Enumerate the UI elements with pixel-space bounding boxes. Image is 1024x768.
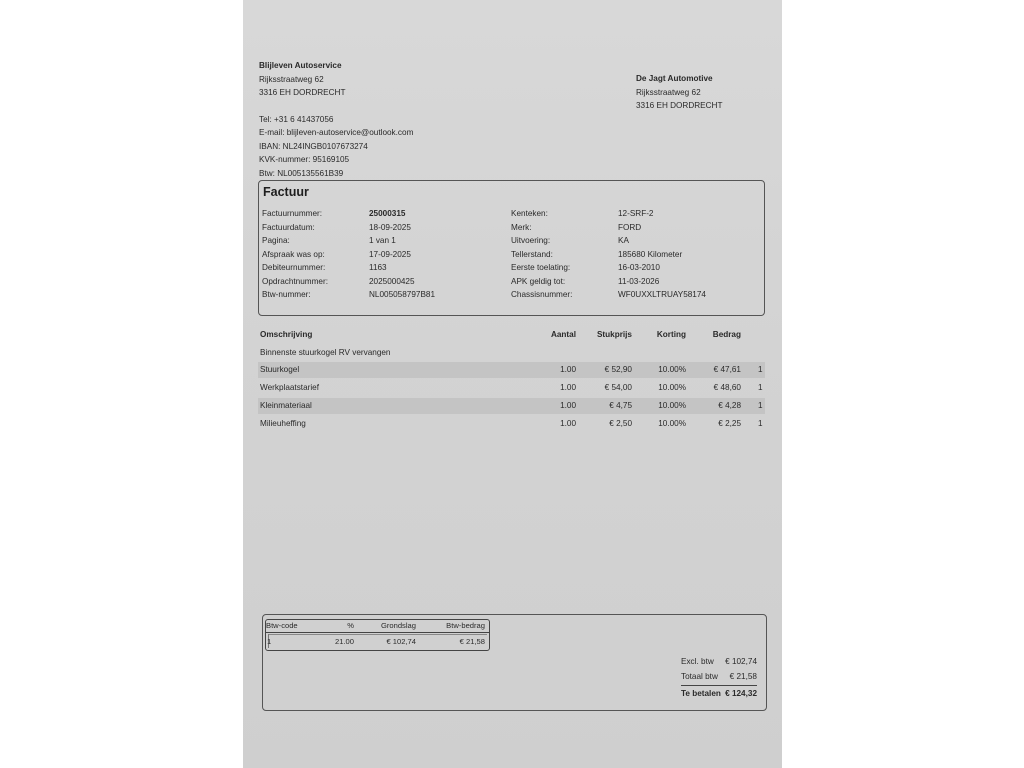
col-quantity: Aantal [550, 330, 576, 339]
invoice-number: 25000315 [369, 209, 406, 218]
field-label: Tellerstand: [511, 250, 553, 259]
vat-table-divider [268, 634, 487, 635]
row-vat-code: 1 [758, 365, 763, 374]
vat-col-percent: % [347, 621, 354, 630]
vat-col-code: Btw-code [266, 621, 298, 630]
invoice-date: 18-09-2025 [369, 223, 411, 232]
row-unit-price: € 2,50 [609, 419, 632, 428]
vat-col-amount: Btw-bedrag [446, 621, 485, 630]
sender-city: 3316 EH DORDRECHT [259, 88, 346, 97]
field-label: Pagina: [262, 236, 290, 245]
amount-due-value: € 124,32 [725, 689, 757, 698]
row-unit-price: € 54,00 [604, 383, 632, 392]
amount-due-label: Te betalen [681, 689, 721, 698]
invoice-title: Factuur [263, 185, 309, 199]
row-description: Werkplaatstarief [260, 383, 320, 392]
col-unit-price: Stukprijs [596, 330, 632, 339]
row-shade [258, 398, 765, 414]
col-amount: Bedrag [712, 330, 741, 339]
row-discount: 10.00% [658, 401, 686, 410]
row-description: Stuurkogel [260, 365, 300, 374]
col-discount: Korting [656, 330, 686, 339]
row-unit-price: € 4,75 [609, 401, 632, 410]
sender-kvk: KVK-nummer: 95169105 [259, 155, 350, 164]
row-discount: 10.00% [658, 419, 686, 428]
recipient-city: 3316 EH DORDRECHT [636, 101, 723, 110]
vat-table-divider [266, 632, 489, 633]
page-number: 1 van 1 [369, 236, 396, 245]
chassis-number: WF0UXXLTRUAY58174 [618, 290, 706, 299]
row-vat-code: 1 [758, 383, 763, 392]
vat-col-base: Grondslag [380, 621, 416, 630]
model: KA [618, 236, 629, 245]
order-number: 2025000425 [369, 277, 415, 286]
mot-valid-until: 11-03-2026 [618, 277, 660, 286]
row-discount: 10.00% [658, 383, 686, 392]
row-unit-price: € 52,90 [604, 365, 632, 374]
vat-number: NL005058797B81 [369, 290, 436, 299]
recipient-name: De Jagt Automotive [636, 74, 713, 83]
field-label: Kenteken: [511, 209, 548, 218]
row-vat-code: 1 [758, 401, 763, 410]
field-label: Uitvoering: [511, 236, 551, 245]
row-shade [258, 362, 765, 378]
sender-tel: Tel: +31 6 41437056 [259, 115, 334, 124]
field-label: APK geldig tot: [511, 277, 566, 286]
field-label: Debiteurnummer: [262, 263, 326, 272]
sender-btw: Btw: NL005135561B39 [259, 169, 344, 178]
field-label: Factuurdatum: [262, 223, 315, 232]
row-amount: € 4,28 [718, 401, 741, 410]
totals-divider [681, 685, 757, 686]
field-label: Afspraak was op: [262, 250, 325, 259]
brand: FORD [618, 223, 642, 232]
row-quantity: 1.00 [560, 365, 576, 374]
field-label: Opdrachtnummer: [262, 277, 328, 286]
vat-row-base: € 102,74 [386, 637, 416, 646]
first-registration: 16-03-2010 [618, 263, 660, 272]
vat-row-amount: € 21,58 [459, 637, 485, 646]
row-amount: € 47,61 [713, 365, 741, 374]
total-vat-label: Totaal btw [681, 672, 718, 681]
field-label: Btw-nummer: [262, 290, 311, 299]
row-vat-code: 1 [758, 419, 763, 428]
line-group-title: Binnenste stuurkogel RV vervangen [260, 348, 391, 357]
sender-street: Rijksstraatweg 62 [259, 75, 324, 84]
row-quantity: 1.00 [560, 401, 576, 410]
vat-row-code: 1 [267, 637, 272, 646]
vat-row-percent: 21.00 [334, 637, 354, 646]
recipient-street: Rijksstraatweg 62 [636, 88, 701, 97]
sender-iban: IBAN: NL24INGB0107673274 [259, 142, 368, 151]
sender-name: Blijleven Autoservice [259, 61, 342, 70]
row-description: Kleinmateriaal [260, 401, 312, 410]
row-quantity: 1.00 [560, 383, 576, 392]
total-vat-value: € 21,58 [729, 672, 757, 681]
field-label: Merk: [511, 223, 532, 232]
field-label: Eerste toelating: [511, 263, 571, 272]
row-discount: 10.00% [658, 365, 686, 374]
license-plate: 12-SRF-2 [618, 209, 654, 218]
field-label: Chassisnummer: [511, 290, 573, 299]
debtor-number: 1163 [369, 263, 387, 272]
row-amount: € 48,60 [713, 383, 741, 392]
excl-vat-label: Excl. btw [681, 657, 714, 666]
appointment-date: 17-09-2025 [369, 250, 411, 259]
row-amount: € 2,25 [718, 419, 741, 428]
field-label: Factuurnummer: [262, 209, 323, 218]
sender-email: E-mail: blijleven-autoservice@outlook.com [259, 128, 414, 137]
row-quantity: 1.00 [560, 419, 576, 428]
odometer: 185680 Kilometer [618, 250, 683, 259]
col-description: Omschrijving [260, 330, 313, 339]
excl-vat-value: € 102,74 [725, 657, 757, 666]
row-description: Milieuheffing [260, 419, 306, 428]
